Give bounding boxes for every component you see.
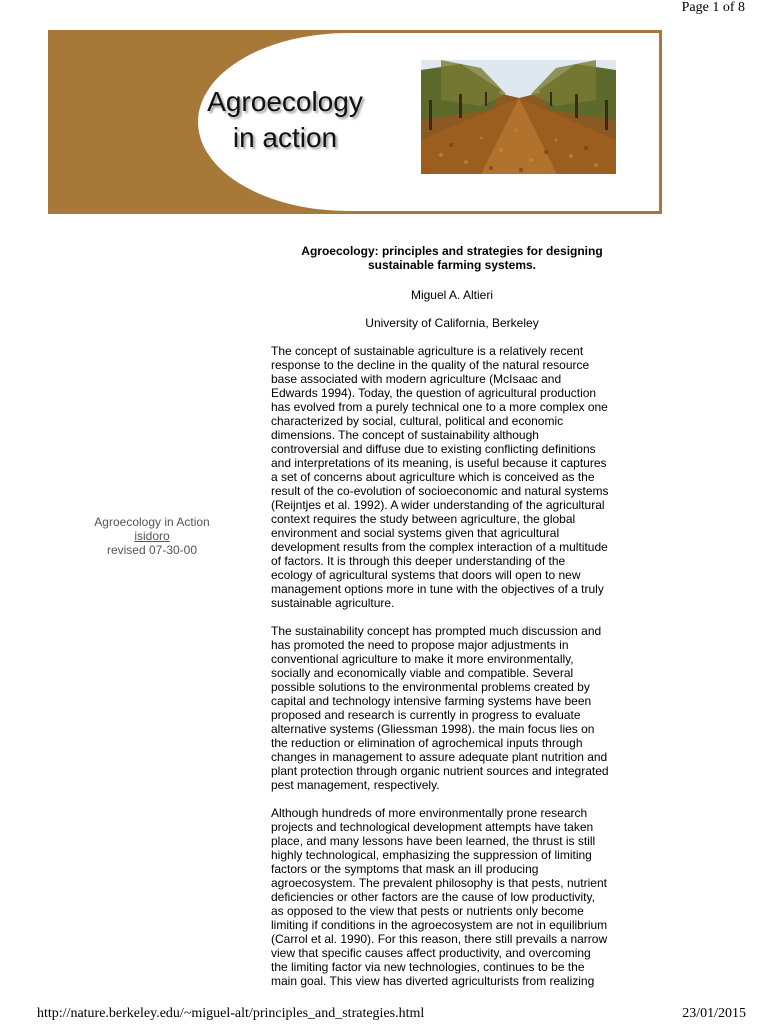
sidebar-info — [60, 515, 244, 557]
article-body — [271, 344, 639, 1002]
footer-date: 23/01/2015 — [682, 1006, 746, 1021]
sidebar-revision-date: revised 07-30-00 — [106, 543, 198, 557]
sidebar-author-link[interactable]: isidoro — [134, 529, 170, 543]
paragraph: The concept of sustainable agriculture is a relatively recent response to the decline in the quality of the natural resource base associated with modern agriculture (McIsaac and Edwards 1994). Today, the question of agricultural production has evolved from a purely technical one to a more complex one characterized by social, cultural, political and economic dimensions. The concept of sustainability although controversial and diffuse due to existing conflicting definitions and interpretations of its meaning, is useful because it captures a set of concerns about agriculture which is conceived as the result of the co-evolution of socioeconomic and natural systems (Reijntjes et al. 1992). A wider understanding of the agricultural context requires the study between agriculture, the global environment and social systems given that agricultural development results from the complex interaction of a multitude of factors. It is through this deeper understanding of the ecology of agricultural systems that doors will open to new management options more in tune with the objectives of a truly sustainable agriculture. — [271, 344, 609, 610]
article-title: Agroecology: principles and strategies for designing sustainable farming systems. — [301, 244, 603, 272]
banner-title-line1: Agroecology — [207, 86, 363, 117]
page-number: Page 1 of 8 — [681, 0, 745, 15]
banner-title — [185, 84, 385, 156]
article-affiliation: University of California, Berkeley — [365, 316, 539, 330]
sidebar-site-name: Agroecology in Action — [94, 515, 210, 529]
footer-url: http://nature.berkeley.edu/~miguel-alt/principles_and_strategies.html — [37, 1006, 425, 1021]
orchard-image — [421, 60, 616, 174]
orchard-photo — [421, 60, 616, 174]
article-author: Miguel A. Altieri — [410, 288, 494, 302]
banner-title-line2: in action — [232, 122, 338, 153]
paragraph: The sustainability concept has prompted much discussion and has promoted the need to propose major adjustments in conventional agriculture to make it more environmentally, socially and economically viable and compatible. Several possible solutions to the environmental problems created by capital and technology intensive farming systems have been proposed and research is currently in progress to evaluate alternative systems (Gliessman 1998). the main focus lies on the reduction or elimination of agrochemical inputs through changes in management to assure adequate plant nutrition and plant protection through organic nutrient sources and integrated pest management, respectively. — [271, 624, 609, 792]
paragraph: Although hundreds of more environmentally prone research projects and technological development attempts have taken place, and many lessons have been learned, the thrust is still highly technological, emphasizing the suppression of limiting factors or the symptoms that mask an ill producing agroecosystem. The prevalent philosophy is that pests, nutrient deficiencies or other factors are the cause of low productivity, as opposed to the view that pests or nutrients only become limiting if conditions in the agroecosystem are not in equilibrium (Carrol et al. 1990). For this reason, there still prevails a narrow view that specific causes affect productivity, and overcoming the limiting factor via new technologies, continues to be the main goal. This view has diverted agriculturists from realizing — [271, 806, 608, 988]
